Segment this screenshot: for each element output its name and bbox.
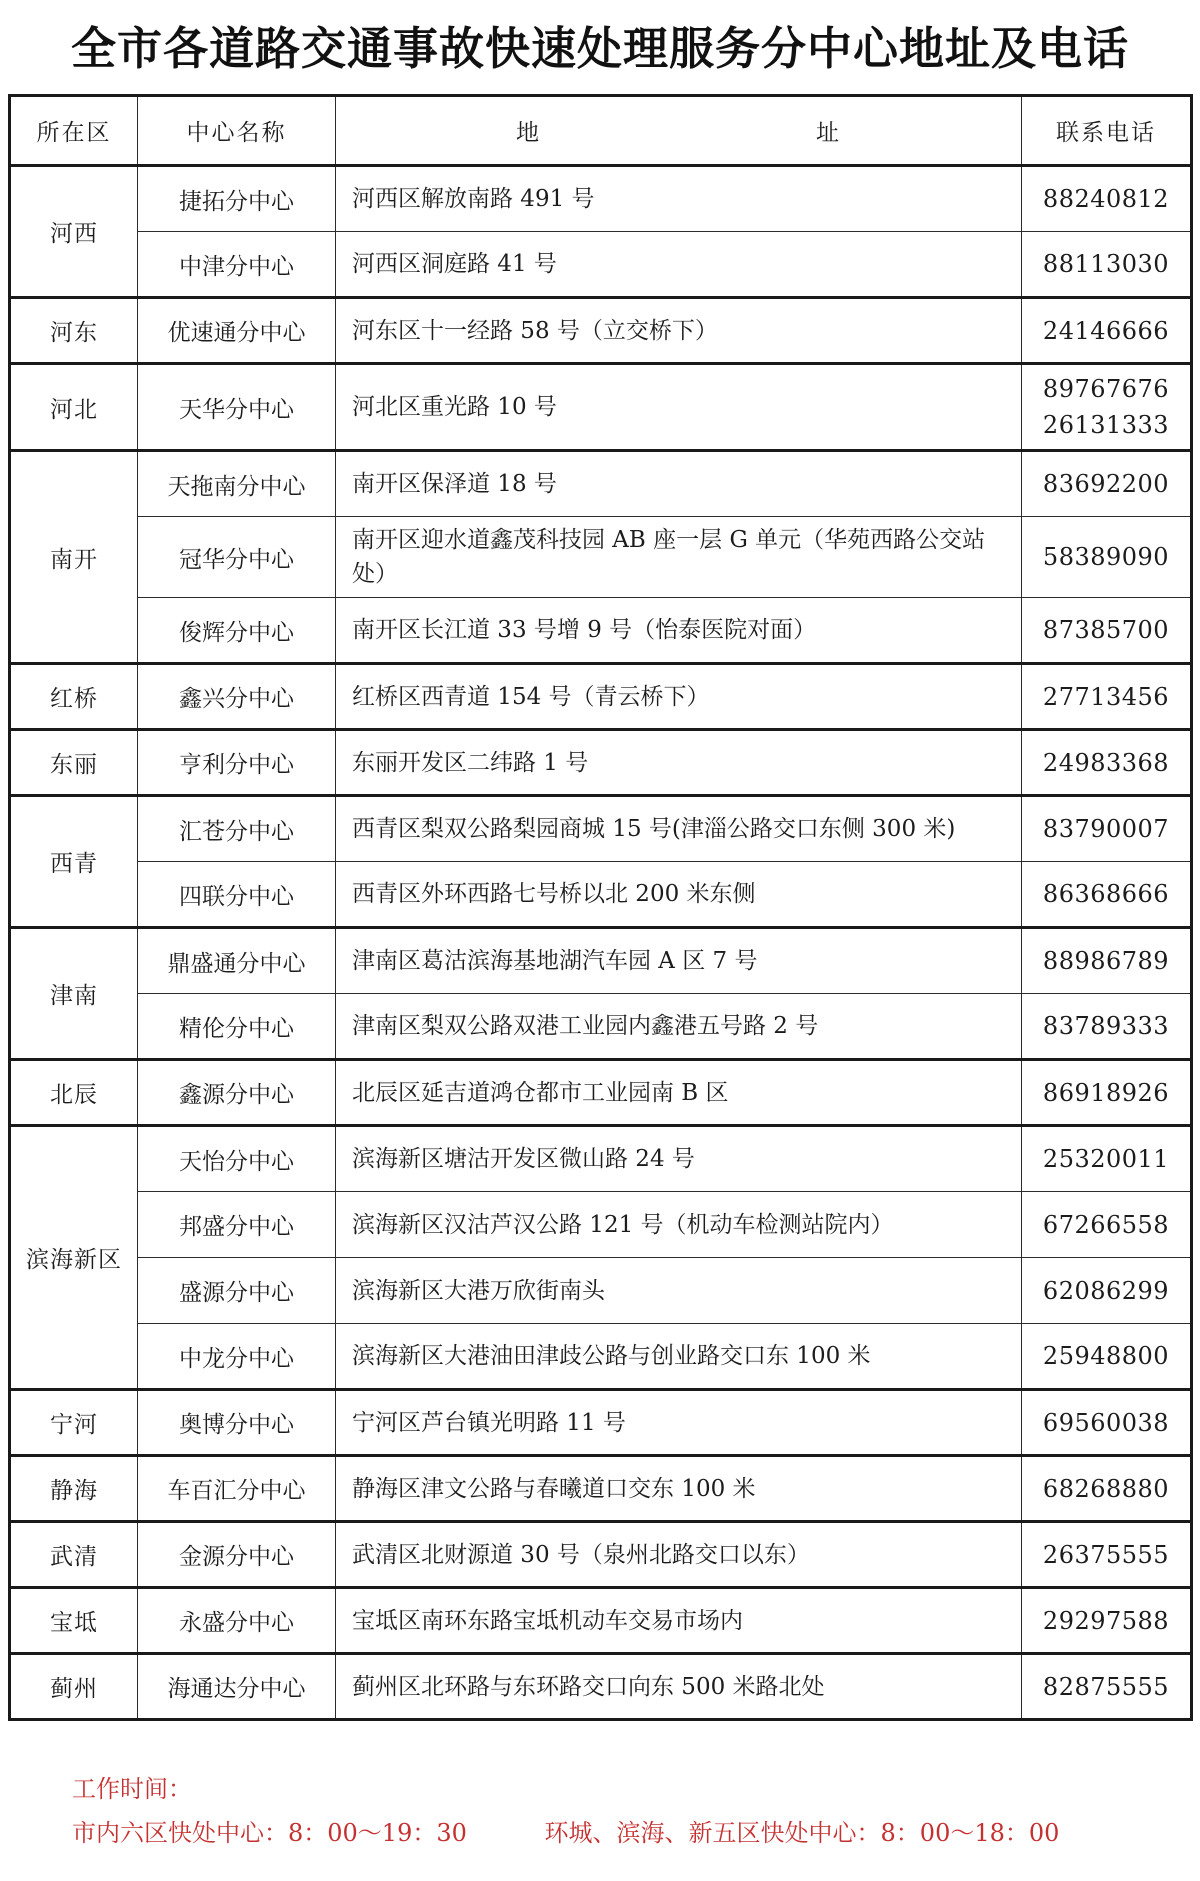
address-cell: 河西区解放南路 491 号	[336, 166, 1022, 232]
phone-cell	[1022, 730, 1192, 796]
district-cell: 静海	[10, 1456, 138, 1522]
table-row	[10, 1390, 1192, 1456]
district-cell: 南开	[10, 451, 138, 664]
phone-number: 67266558	[1042, 1210, 1170, 1239]
center-name-cell: 永盛分中心	[138, 1588, 336, 1654]
center-name-cell: 亨利分中心	[138, 730, 336, 796]
phone-cell	[1022, 364, 1192, 451]
phone-number: 89767676	[1042, 375, 1170, 403]
center-name-cell: 鼎盛通分中心	[138, 928, 336, 994]
phone-cell	[1022, 862, 1192, 928]
district-cell: 河东	[10, 298, 138, 364]
district-cell: 河北	[10, 364, 138, 451]
phone-number: 83789333	[1042, 1012, 1170, 1040]
center-name-cell: 金源分中心	[138, 1522, 336, 1588]
table-row	[10, 928, 1192, 994]
center-name-cell: 中津分中心	[138, 232, 336, 298]
work-time-label: 工作时间：	[72, 1775, 192, 1803]
header-district: 所在区	[10, 96, 138, 166]
phone-cell	[1022, 1456, 1192, 1522]
footer-notes	[72, 1773, 1200, 1850]
table-row	[10, 598, 1192, 664]
center-name-cell: 盛源分中心	[138, 1258, 336, 1324]
phone-number: 24983368	[1042, 748, 1170, 777]
phone-cell	[1022, 1654, 1192, 1720]
phone-cell	[1022, 994, 1192, 1060]
table-row	[10, 166, 1192, 232]
phone-cell	[1022, 1324, 1192, 1390]
center-name-cell: 天怡分中心	[138, 1126, 336, 1192]
page-title: 全市各道路交通事故快速处理服务分中心地址及电话	[70, 23, 1129, 74]
table-row	[10, 1060, 1192, 1126]
service-centers-table	[8, 94, 1193, 1721]
address-cell: 南开区长江道 33 号增 9 号（怡泰医院对面）	[336, 598, 1022, 664]
table-row	[10, 1192, 1192, 1258]
phone-number: 25320011	[1042, 1145, 1170, 1173]
district-cell: 滨海新区	[10, 1126, 138, 1390]
table-row	[10, 1258, 1192, 1324]
phone-number: 88113030	[1042, 250, 1170, 278]
phone-number: 68268880	[1042, 1474, 1170, 1503]
phone-number: 83692200	[1042, 470, 1170, 498]
address-cell: 滨海新区大港万欣街南头	[336, 1258, 1022, 1324]
district-cell: 蓟州	[10, 1654, 138, 1720]
phone-number: 26375555	[1042, 1540, 1170, 1569]
address-cell: 北辰区延吉道鸿仓都市工业园南 B 区	[336, 1060, 1022, 1126]
center-name-cell: 天华分中心	[138, 364, 336, 451]
district-cell: 宁河	[10, 1390, 138, 1456]
phone-cell	[1022, 232, 1192, 298]
district-cell: 津南	[10, 928, 138, 1060]
address-cell: 滨海新区塘沽开发区微山路 24 号	[336, 1126, 1022, 1192]
table-row	[10, 730, 1192, 796]
district-cell: 河西	[10, 166, 138, 298]
phone-number: 29297588	[1042, 1606, 1170, 1635]
table-row	[10, 796, 1192, 862]
outer-districts-hours: 环城、滨海、新五区快处中心：8：00～18：00	[544, 1819, 1060, 1848]
address-cell: 滨海新区汉沽芦汉公路 121 号（机动车检测站院内）	[336, 1192, 1022, 1258]
phone-number: 87385700	[1042, 616, 1170, 644]
table-row	[10, 364, 1192, 451]
center-name-cell: 精伦分中心	[138, 994, 336, 1060]
phone-cell	[1022, 1192, 1192, 1258]
table-row	[10, 862, 1192, 928]
phone-cell	[1022, 517, 1192, 598]
phone-number: 27713456	[1042, 682, 1170, 711]
phone-number: 82875555	[1042, 1672, 1170, 1701]
phone-number: 25948800	[1042, 1342, 1170, 1370]
address-cell: 津南区梨双公路双港工业园内鑫港五号路 2 号	[336, 994, 1022, 1060]
address-cell: 武清区北财源道 30 号（泉州北路交口以东）	[336, 1522, 1022, 1588]
district-cell: 武清	[10, 1522, 138, 1588]
phone-cell	[1022, 451, 1192, 517]
address-cell: 河西区洞庭路 41 号	[336, 232, 1022, 298]
address-cell: 滨海新区大港油田津歧公路与创业路交口东 100 米	[336, 1324, 1022, 1390]
phone-cell	[1022, 598, 1192, 664]
center-name-cell: 俊辉分中心	[138, 598, 336, 664]
table-body	[10, 166, 1192, 1720]
phone-number: 86368666	[1042, 880, 1170, 908]
center-name-cell: 冠华分中心	[138, 517, 336, 598]
district-cell: 红桥	[10, 664, 138, 730]
phone-number: 58389090	[1042, 543, 1170, 571]
address-cell: 蓟州区北环路与东环路交口向东 500 米路北处	[336, 1654, 1022, 1720]
district-cell: 西青	[10, 796, 138, 928]
table-row	[10, 298, 1192, 364]
district-cell: 北辰	[10, 1060, 138, 1126]
phone-cell	[1022, 1588, 1192, 1654]
center-name-cell: 邦盛分中心	[138, 1192, 336, 1258]
phone-number: 69560038	[1042, 1408, 1170, 1437]
table-row	[10, 1456, 1192, 1522]
center-name-cell: 四联分中心	[138, 862, 336, 928]
address-cell: 西青区梨双公路梨园商城 15 号(津淄公路交口东侧 300 米)	[336, 796, 1022, 862]
phone-number: 26131333	[1042, 411, 1170, 439]
phone-number: 24146666	[1042, 316, 1170, 345]
phone-cell	[1022, 1390, 1192, 1456]
address-cell: 津南区葛沽滨海基地湖汽车园 A 区 7 号	[336, 928, 1022, 994]
phone-number: 88986789	[1042, 947, 1170, 975]
header-center-name: 中心名称	[138, 96, 336, 166]
district-cell: 东丽	[10, 730, 138, 796]
address-cell: 东丽开发区二纬路 1 号	[336, 730, 1022, 796]
work-hours-line	[72, 1817, 1200, 1849]
table-row	[10, 1324, 1192, 1390]
phone-number: 86918926	[1042, 1078, 1170, 1107]
center-name-cell: 汇苍分中心	[138, 796, 336, 862]
phone-cell	[1022, 1522, 1192, 1588]
table-row	[10, 451, 1192, 517]
center-name-cell: 鑫源分中心	[138, 1060, 336, 1126]
phone-cell	[1022, 1258, 1192, 1324]
phone-number: 83790007	[1042, 815, 1170, 843]
phone-number: 62086299	[1042, 1276, 1170, 1305]
center-name-cell: 鑫兴分中心	[138, 664, 336, 730]
header-address: 地 址	[336, 96, 1022, 166]
phone-cell	[1022, 166, 1192, 232]
table-row	[10, 1654, 1192, 1720]
table-row	[10, 994, 1192, 1060]
center-name-cell: 天拖南分中心	[138, 451, 336, 517]
address-cell: 河北区重光路 10 号	[336, 364, 1022, 451]
phone-cell	[1022, 298, 1192, 364]
center-name-cell: 捷拓分中心	[138, 166, 336, 232]
table-row	[10, 1522, 1192, 1588]
table-row	[10, 664, 1192, 730]
center-name-cell: 优速通分中心	[138, 298, 336, 364]
address-cell: 红桥区西青道 154 号（青云桥下）	[336, 664, 1022, 730]
table-row	[10, 1588, 1192, 1654]
center-name-cell: 海通达分中心	[138, 1654, 336, 1720]
table-row	[10, 517, 1192, 598]
center-name-cell: 中龙分中心	[138, 1324, 336, 1390]
address-cell: 河东区十一经路 58 号（立交桥下）	[336, 298, 1022, 364]
table-row	[10, 232, 1192, 298]
address-cell: 南开区迎水道鑫茂科技园 AB 座一层 G 单元（华苑西路公交站处）	[336, 517, 1022, 598]
address-cell: 静海区津文公路与春曦道口交东 100 米	[336, 1456, 1022, 1522]
address-cell: 宁河区芦台镇光明路 11 号	[336, 1390, 1022, 1456]
phone-cell	[1022, 796, 1192, 862]
phone-cell	[1022, 664, 1192, 730]
header-phone: 联系电话	[1022, 96, 1192, 166]
address-cell: 西青区外环西路七号桥以北 200 米东侧	[336, 862, 1022, 928]
phone-cell	[1022, 928, 1192, 994]
address-cell: 宝坻区南环东路宝坻机动车交易市场内	[336, 1588, 1022, 1654]
center-name-cell: 车百汇分中心	[138, 1456, 336, 1522]
table-row	[10, 1126, 1192, 1192]
address-cell: 南开区保泽道 18 号	[336, 451, 1022, 517]
phone-number: 88240812	[1042, 185, 1170, 213]
table-header-row	[10, 96, 1192, 166]
phone-cell	[1022, 1126, 1192, 1192]
center-name-cell: 奥博分中心	[138, 1390, 336, 1456]
district-cell: 宝坻	[10, 1588, 138, 1654]
phone-cell	[1022, 1060, 1192, 1126]
inner-six-hours: 市内六区快处中心：8：00～19：30	[72, 1819, 467, 1848]
